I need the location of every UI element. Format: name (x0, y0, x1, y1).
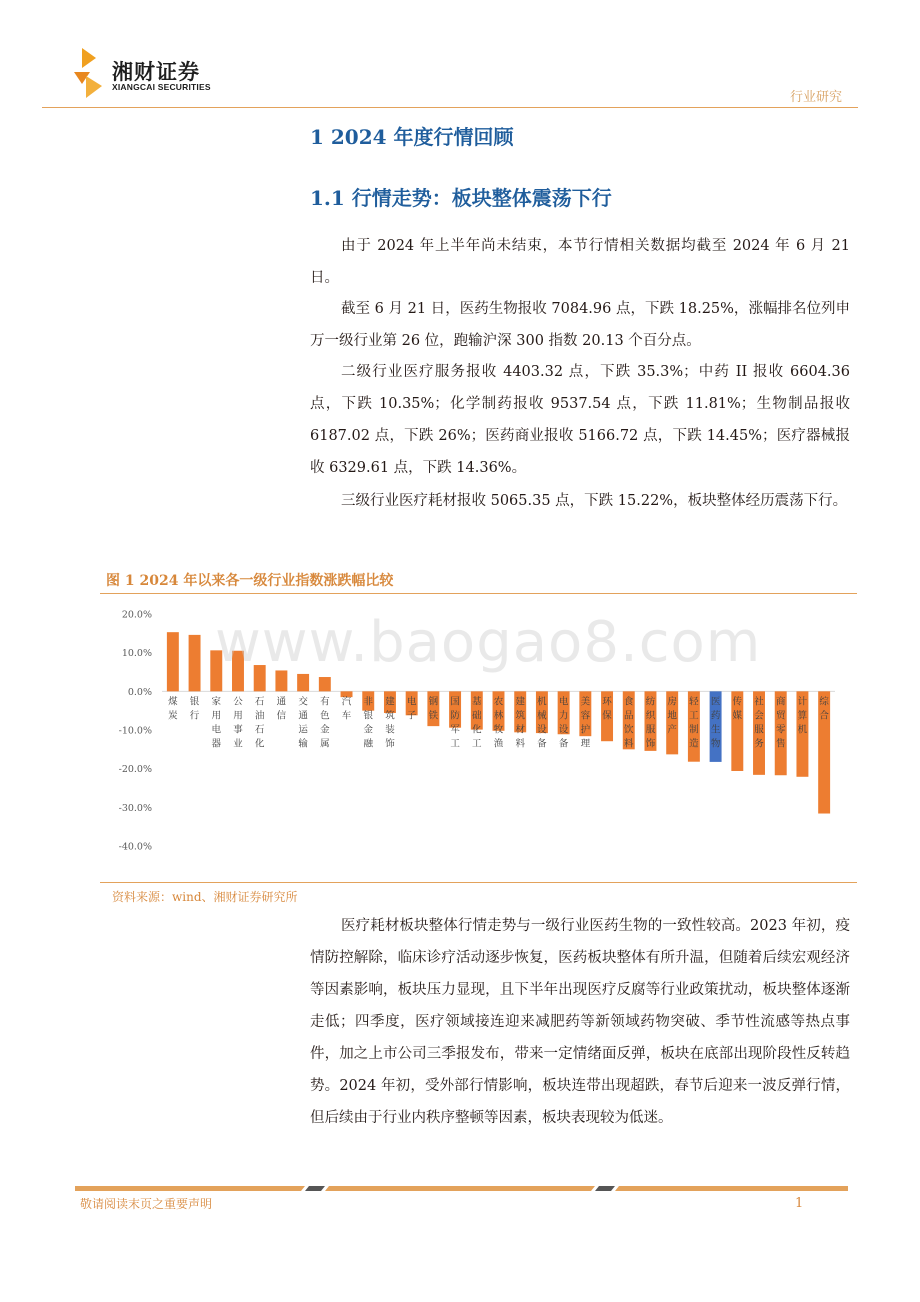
y-tick-label: 20.0% (121, 609, 152, 621)
category-label: 非银金融 (363, 696, 373, 750)
category-label: 美容护理 (580, 696, 591, 750)
category-label: 电子 (406, 696, 417, 722)
category-label: 石油石化 (254, 696, 265, 750)
category-label: 煤炭 (168, 696, 178, 722)
figure-top-rule (100, 593, 857, 594)
paragraph-1: 由于 2024 年上半年尚未结束，本节行情相关数据均截至 2024 年 6 月 21 日。 (310, 238, 850, 286)
category-label: 纺织服饰 (645, 696, 656, 750)
category-label: 汽车 (341, 696, 352, 722)
category-label: 房地产 (667, 696, 677, 736)
category-label: 钢铁 (428, 696, 439, 722)
bar (319, 677, 331, 691)
category-label: 国防军工 (450, 696, 460, 750)
company-name-en: XIANGCAI SECURITIES (112, 82, 211, 92)
footer-disclaimer: 敬请阅读末页之重要声明 (80, 1197, 213, 1211)
section-heading: 1 2024 年度行情回顾 (310, 125, 514, 149)
figure-bottom-rule (100, 882, 857, 883)
bar (297, 674, 309, 691)
category-label: 机械设备 (537, 696, 547, 750)
footer-decor-bar (75, 1186, 848, 1191)
category-label: 综合 (819, 696, 829, 722)
bar (189, 635, 201, 691)
category-label: 社会服务 (754, 696, 764, 750)
category-label: 基础化工 (472, 696, 482, 750)
category-label: 商贸零售 (775, 696, 786, 750)
category-label: 通信 (276, 696, 287, 722)
figure-source: 资料来源：wind、湘财证券研究所 (112, 890, 298, 904)
category-label: 传媒 (732, 696, 743, 722)
bar (167, 632, 179, 691)
header-divider (42, 107, 858, 108)
category-label: 农林牧渔 (493, 696, 504, 750)
figure-title: 图 1 2024 年以来各一级行业指数涨跌幅比较 (106, 573, 394, 589)
paragraph-2: 截至 6 月 21 日，医药生物报收 7084.96 点，下跌 18.25%，涨幅排名位列申万一级行业第 26 位，跑输沪深 300 指数 20.13 个百分点。 (310, 301, 850, 349)
subsection-heading: 1.1 行情走势：板块整体震荡下行 (310, 186, 612, 210)
category-label: 交通运输 (298, 696, 308, 750)
category-label: 家用电器 (211, 696, 222, 750)
y-tick-label: -20.0% (118, 764, 152, 776)
paragraph-3: 二级行业医疗服务报收 4403.32 点，下跌 35.3%；中药 II 报收 6604.36 点，下跌 10.35%；化学制药报收 9537.54 点，下跌 11.81%；生物制品报收 6187.02 点，下跌 26%；医药商业报收 5166.72 点，下跌 14.45%；医疗器械报收 6329.61 点，下跌 14.36%。 (310, 364, 850, 476)
category-label: 环保 (602, 696, 612, 722)
watermark: www.baogao8.com (215, 610, 762, 675)
company-name-cn: 湘财证券 (112, 60, 200, 84)
paragraph-5: 医疗耗材板块整体行情走势与一级行业医药生物的一致性较高。2023 年初，疫情防控解除，临床诊疗活动逐步恢复，医药板块整体有所升温，但随着后续宏观经济等因素影响，板块压力显现，且下半年出现医疗反腐等行业政策扰动，板块整体逐渐走低；四季度，医疗领域接连迎来减肥药等新领域药物突破、季节性流感等热点事件，加之上市公司三季报发布，带来一定情绪面反弹，板块在底部出现阶段性反转趋势。2024 年初，受外部行情影响，板块连带出现超跌，春节后迎来一波反弹行情，但后续由于行业内秩序整顿等因素，板块表现较为低迷。 (310, 918, 850, 1126)
category-label: 公用事业 (233, 696, 243, 750)
category-label: 计算机 (797, 696, 808, 736)
category-label: 食品饮料 (624, 696, 634, 750)
page-number: 1 (795, 1196, 804, 1211)
y-tick-label: -10.0% (118, 725, 152, 737)
category-label: 建筑装饰 (385, 696, 395, 750)
y-tick-label: -30.0% (118, 802, 152, 814)
category-label: 轻工制造 (689, 696, 699, 750)
report-category: 行业研究 (789, 90, 842, 105)
y-tick-label: -40.0% (118, 841, 152, 853)
category-label: 银行 (189, 696, 200, 722)
category-label: 建筑材料 (515, 696, 525, 750)
company-logo-icon (72, 46, 106, 100)
category-label: 医药生物 (710, 696, 721, 750)
y-tick-label: 0.0% (127, 686, 152, 698)
category-label: 电力设备 (558, 696, 569, 750)
y-tick-label: 10.0% (121, 648, 152, 660)
paragraph-4: 三级行业医疗耗材报收 5065.35 点，下跌 15.22%，板块整体经历震荡下行。 (341, 493, 848, 509)
category-label: 有色金属 (320, 696, 330, 750)
